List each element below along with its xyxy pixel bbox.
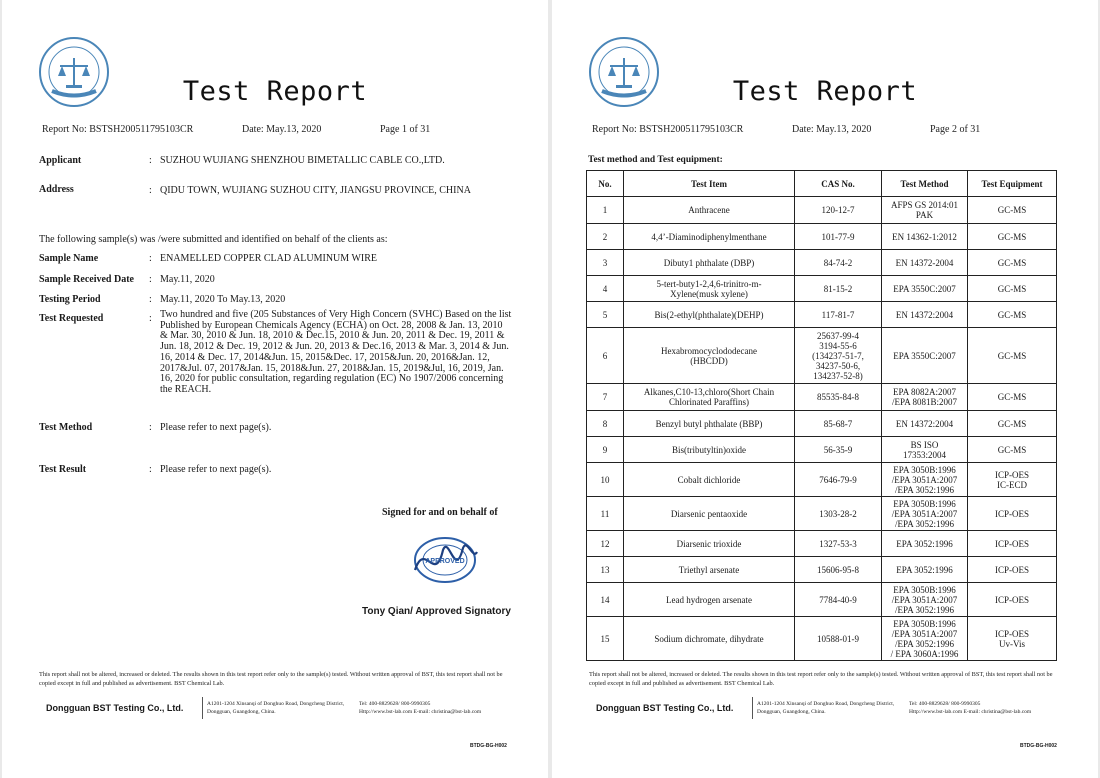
applicant-label: Applicant	[39, 155, 82, 166]
cell-cas-no: 120-12-7	[795, 197, 882, 224]
cell-test-equipment: ICP-OES Uv-Vis	[968, 617, 1057, 661]
cell-test-method: EN 14372:2004	[882, 411, 968, 437]
cell-test-equipment: GC-MS	[968, 411, 1057, 437]
column-header-no: No.	[587, 171, 624, 197]
cell-no: 9	[587, 437, 624, 463]
cell-test-item: Dibuty1 phthalate (DBP)	[624, 250, 795, 276]
report-number: Report No: BSTSH200511795103CR	[42, 124, 194, 135]
table-row	[587, 328, 1057, 384]
report-page-1	[2, 0, 548, 778]
table-row	[587, 617, 1057, 661]
table-row	[587, 224, 1057, 250]
cell-cas-no: 10588-01-9	[795, 617, 882, 661]
cell-cas-no: 84-74-2	[795, 250, 882, 276]
cell-test-item: Benzyl butyl phthalate (BBP)	[624, 411, 795, 437]
cell-cas-no: 85-68-7	[795, 411, 882, 437]
sample-name-label: Sample Name	[39, 253, 99, 264]
received-date-label: Sample Received Date	[39, 274, 134, 285]
table-row	[587, 250, 1057, 276]
test-method-label: Test Method	[39, 422, 93, 433]
cell-test-item: Diarsenic pentaoxide	[624, 497, 795, 531]
cell-no: 1	[587, 197, 624, 224]
test-method-table	[586, 170, 1057, 661]
footer-divider	[752, 697, 753, 719]
cell-test-equipment: ICP-OES	[968, 497, 1057, 531]
cell-test-item: Triethyl arsenate	[624, 557, 795, 583]
footer-divider	[202, 697, 203, 719]
cell-test-item: Lead hydrogen arsenate	[624, 583, 795, 617]
cell-no: 10	[587, 463, 624, 497]
cell-cas-no: 81-15-2	[795, 276, 882, 302]
colon: :	[149, 274, 152, 285]
table-row	[587, 437, 1057, 463]
cell-test-equipment: GC-MS	[968, 197, 1057, 224]
signed-for-text: Signed for and on behalf of	[382, 507, 498, 518]
cell-test-method: EPA 3550C:2007	[882, 276, 968, 302]
colon: :	[149, 253, 152, 264]
colon: :	[149, 185, 152, 196]
cell-cas-no: 85535-84-8	[795, 384, 882, 411]
footer-contact: Tel: 400-8829628/ 800-9990305 Http://www.bst-lab.com E-mail: christina@bst-lab.com	[359, 701, 482, 715]
colon: :	[149, 313, 152, 324]
form-code: BTDG-BG-H002	[470, 743, 507, 749]
cell-no: 7	[587, 384, 624, 411]
address-label: Address	[39, 184, 74, 195]
table-row	[587, 384, 1057, 411]
table-row	[587, 497, 1057, 531]
cell-no: 15	[587, 617, 624, 661]
cell-no: 11	[587, 497, 624, 531]
report-date: Date: May.13, 2020	[242, 124, 322, 135]
cell-no: 13	[587, 557, 624, 583]
page-number: Page 2 of 31	[930, 124, 981, 135]
cell-test-method: EPA 3050B:1996 /EPA 3051A:2007 /EPA 3052:1996	[882, 497, 968, 531]
cell-test-equipment: GC-MS	[968, 276, 1057, 302]
cell-cas-no: 7646-79-9	[795, 463, 882, 497]
cell-no: 3	[587, 250, 624, 276]
cell-test-method: EPA 3050B:1996 /EPA 3051A:2007 /EPA 3052:1996 / EPA 3060A:1996	[882, 617, 968, 661]
cell-test-method: EPA 3052:1996	[882, 557, 968, 583]
cell-cas-no: 101-77-9	[795, 224, 882, 250]
cell-test-method: EPA 3050B:1996 /EPA 3051A:2007 /EPA 3052:1996	[882, 463, 968, 497]
testing-period-label: Testing Period	[39, 294, 101, 305]
cell-no: 12	[587, 531, 624, 557]
cell-test-item: Bis(2-ethyl(phthalate)(DEHP)	[624, 302, 795, 328]
report-number: Report No: BSTSH200511795103CR	[592, 124, 744, 135]
cell-test-item: Hexabromocyclododecane (HBCDD)	[624, 328, 795, 384]
cell-test-method: BS ISO 17353:2004	[882, 437, 968, 463]
table-row	[587, 583, 1057, 617]
cell-no: 6	[587, 328, 624, 384]
cell-no: 2	[587, 224, 624, 250]
test-method-value: Please refer to next page(s).	[160, 422, 272, 433]
column-header-test-method: Test Method	[882, 171, 968, 197]
report-title: Test Report	[732, 76, 918, 107]
cell-cas-no: 56-35-9	[795, 437, 882, 463]
table-row	[587, 197, 1057, 224]
approved-signatory: Tony Qian/ Approved Signatory	[362, 606, 511, 617]
cell-test-equipment: ICP-OES	[968, 583, 1057, 617]
stamp-text: APPROVED	[425, 558, 465, 565]
table-row	[587, 557, 1057, 583]
report-date: Date: May.13, 2020	[792, 124, 872, 135]
test-requested-value: Two hundred and five (205 Substances of Very High Concern (SVHC) Based on the list Published by European Chemicals Agency (ECHA) on Oct. 28, 2008 & Jan. 13, 2010 & Mar. 30, 2010 & Jun. 18, 2010 & Dec.15, 2010 & Jun. 20, 2011 & Dec. 19, 2011 & Jun. 18, 2012 & Dec. 19, 2012 & Jun. 20, 2013 & Dec.16, 2013 & Mar. 3, 2014 & Jun. 16, 2014 & Dec. 17, 2014&Jun. 15, 2015&Dec. 17, 2015&Jun. 20, 2016&Jan. 12, 2017&Jul. 07, 2017&Jan. 15, 2018&Jun. 27, 2018&Jan. 15, 2019&Jul, 16, 2019, Jan. 16, 2020 for public consultation, regarding regulation (EC) No 1907/2006 concerning the REACH.	[160, 309, 512, 395]
cell-test-equipment: GC-MS	[968, 224, 1057, 250]
colon: :	[149, 155, 152, 166]
cell-no: 14	[587, 583, 624, 617]
cell-test-equipment: GC-MS	[968, 302, 1057, 328]
cell-test-item: 5-tert-buty1-2,4,6-trinitro-m- Xylene(musk xylene)	[624, 276, 795, 302]
cell-test-method: EPA 8082A:2007 /EPA 8081B:2007	[882, 384, 968, 411]
cell-cas-no: 1327-53-3	[795, 531, 882, 557]
cell-test-equipment: ICP-OES IC-ECD	[968, 463, 1057, 497]
table-row	[587, 302, 1057, 328]
cell-cas-no: 7784-40-9	[795, 583, 882, 617]
cell-test-method: EN 14362-1:2012	[882, 224, 968, 250]
page-number: Page 1 of 31	[380, 124, 431, 135]
cell-cas-no: 1303-28-2	[795, 497, 882, 531]
disclaimer: This report shall not be altered, increased or deleted. The results shown in this test report refer only to the sample(s) tested. Without written approval of BST, this test report shall not be copied except in full and published as advertisement. BST Chemical Lab.	[589, 671, 1053, 687]
cell-test-method: AFPS GS 2014:01 PAK	[882, 197, 968, 224]
colon: :	[149, 464, 152, 475]
colon: :	[149, 294, 152, 305]
cell-test-item: 4,4’-Diaminodiphenylmenthane	[624, 224, 795, 250]
cell-no: 5	[587, 302, 624, 328]
cell-test-equipment: ICP-OES	[968, 557, 1057, 583]
cell-test-equipment: GC-MS	[968, 437, 1057, 463]
test-requested-label: Test Requested	[39, 313, 104, 324]
test-result-value: Please refer to next page(s).	[160, 464, 272, 475]
column-header-test-item: Test Item	[624, 171, 795, 197]
applicant-value: SUZHOU WUJIANG SHENZHOU BIMETALLIC CABLE CO.,LTD.	[160, 155, 445, 166]
table-row	[587, 531, 1057, 557]
cell-test-item: Cobalt dichloride	[624, 463, 795, 497]
cell-test-method: EN 14372:2004	[882, 302, 968, 328]
section-heading: Test method and Test equipment:	[588, 155, 723, 165]
cell-test-equipment: GC-MS	[968, 384, 1057, 411]
cell-no: 4	[587, 276, 624, 302]
cell-test-item: Alkanes,C10-13,chloro(Short Chain Chlorinated Paraffins)	[624, 384, 795, 411]
footer-company: Dongguan BST Testing Co., Ltd.	[46, 703, 184, 713]
cell-no: 8	[587, 411, 624, 437]
footer-address: A1201-1204 Xinsanqi of Donghuo Road, Dongcheng District, Dongguan, Guangdong, China.	[207, 701, 345, 715]
footer-contact: Tel: 400-8829628/ 800-9990305 Http://www.bst-lab.com E-mail: christina@bst-lab.com	[909, 701, 1032, 715]
table-row	[587, 463, 1057, 497]
intro-text: The following sample(s) was /were submitted and identified on behalf of the clients as:	[39, 234, 388, 245]
cell-test-method: EPA 3052:1996	[882, 531, 968, 557]
approval-stamp-icon	[407, 530, 483, 590]
testing-period-value: May.11, 2020 To May.13, 2020	[160, 294, 286, 305]
table-row	[587, 276, 1057, 302]
cell-test-item: Bis(tributyltin)oxide	[624, 437, 795, 463]
table-row	[587, 411, 1057, 437]
sample-name-value: ENAMELLED COPPER CLAD ALUMINUM WIRE	[160, 253, 378, 264]
table-header-row	[587, 171, 1057, 197]
test-result-label: Test Result	[39, 464, 87, 475]
column-header-cas-no: CAS No.	[795, 171, 882, 197]
cell-cas-no: 25637-99-4 3194-55-6 (134237-51-7, 34237-50-6, 134237-52-8)	[795, 328, 882, 384]
cell-test-equipment: ICP-OES	[968, 531, 1057, 557]
cell-test-item: Diarsenic trioxide	[624, 531, 795, 557]
cell-test-equipment: GC-MS	[968, 250, 1057, 276]
cell-cas-no: 117-81-7	[795, 302, 882, 328]
received-date-value: May.11, 2020	[160, 274, 215, 285]
address-value: QIDU TOWN, WUJIANG SUZHOU CITY, JIANGSU PROVINCE, CHINA	[160, 185, 471, 196]
colon: :	[149, 422, 152, 433]
cell-cas-no: 15606-95-8	[795, 557, 882, 583]
cell-test-method: EPA 3550C:2007	[882, 328, 968, 384]
disclaimer: This report shall not be altered, increased or deleted. The results shown in this test report refer only to the sample(s) tested. Without written approval of BST, this test report shall not be copied except in full and published as advertisement. BST Chemical Lab.	[39, 671, 503, 687]
form-code: BTDG-BG-H002	[1020, 743, 1057, 749]
report-page-2	[552, 0, 1098, 778]
cell-test-item: Sodium dichromate, dihydrate	[624, 617, 795, 661]
cell-test-method: EN 14372-2004	[882, 250, 968, 276]
cell-test-method: EPA 3050B:1996 /EPA 3051A:2007 /EPA 3052:1996	[882, 583, 968, 617]
cell-test-item: Anthracene	[624, 197, 795, 224]
column-header-test-equipment: Test Equipment	[968, 171, 1057, 197]
footer-address: A1201-1204 Xinsanqi of Donghuo Road, Dongcheng District, Dongguan, Guangdong, China.	[757, 701, 895, 715]
report-title: Test Report	[182, 76, 368, 107]
footer-company: Dongguan BST Testing Co., Ltd.	[596, 703, 734, 713]
cell-test-equipment: GC-MS	[968, 328, 1057, 384]
